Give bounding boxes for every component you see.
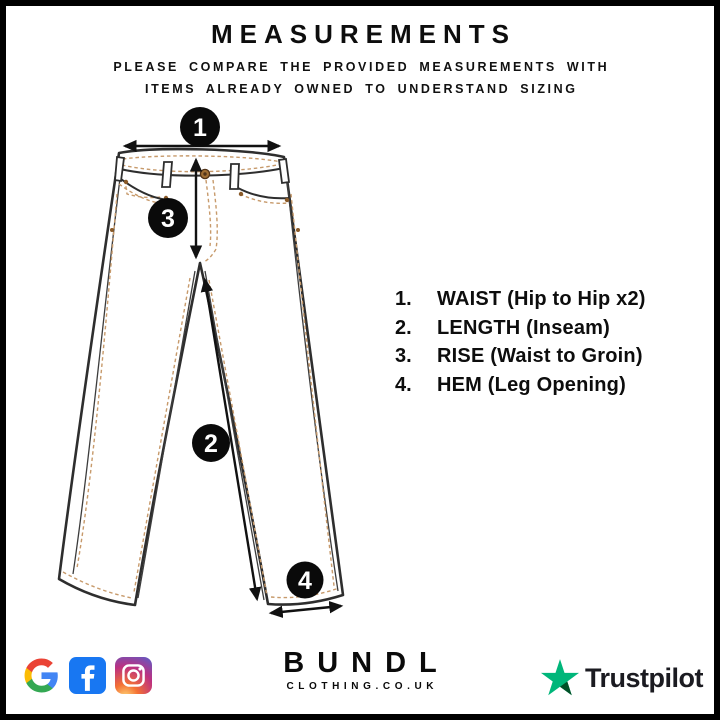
legend-label: RISE (Waist to Groin) (437, 345, 643, 367)
google-icon (23, 657, 60, 694)
trustpilot-label: Trustpilot (585, 662, 703, 693)
subtitle (6, 56, 714, 100)
legend-number: 4. (395, 373, 412, 396)
brand-domain: CLOTHING.CO.UK (286, 681, 439, 692)
brand-name: BUNDL (283, 647, 450, 679)
subtitle-line-2: ITEMS ALREADY OWNED TO UNDERSTAND SIZING (145, 82, 578, 96)
jeans-outline (59, 149, 343, 605)
legend-number: 2. (395, 316, 412, 339)
trustpilot-star-icon (540, 658, 580, 698)
legend-number: 3. (395, 345, 412, 367)
badge-2-number: 2 (204, 430, 218, 458)
brand-logo (270, 647, 450, 692)
legend-number: 1. (395, 288, 412, 310)
facebook-icon (69, 657, 106, 694)
header (6, 18, 714, 100)
legend-label: WAIST (Hip to Hip x2) (437, 288, 646, 310)
legend-item-rise (395, 345, 711, 374)
legend-label: HEM (Leg Opening) (437, 373, 626, 396)
badge-3-number: 3 (161, 205, 175, 233)
legend-label: LENGTH (Inseam) (437, 316, 611, 339)
page-title: MEASUREMENTS (210, 19, 516, 49)
legend-item-length (395, 317, 711, 346)
legend-item-hem (395, 374, 711, 403)
badge-4-number: 4 (298, 567, 312, 595)
jeans-diagram (55, 106, 375, 622)
subtitle-line-1: PLEASE COMPARE THE PROVIDED MEASUREMENTS WITH (113, 60, 610, 74)
social-icons (23, 657, 152, 694)
legend-item-waist (395, 288, 711, 317)
trustpilot-logo (540, 658, 703, 698)
instagram-icon (115, 657, 152, 694)
measurement-legend (395, 288, 711, 402)
badge-1-number: 1 (193, 114, 207, 142)
